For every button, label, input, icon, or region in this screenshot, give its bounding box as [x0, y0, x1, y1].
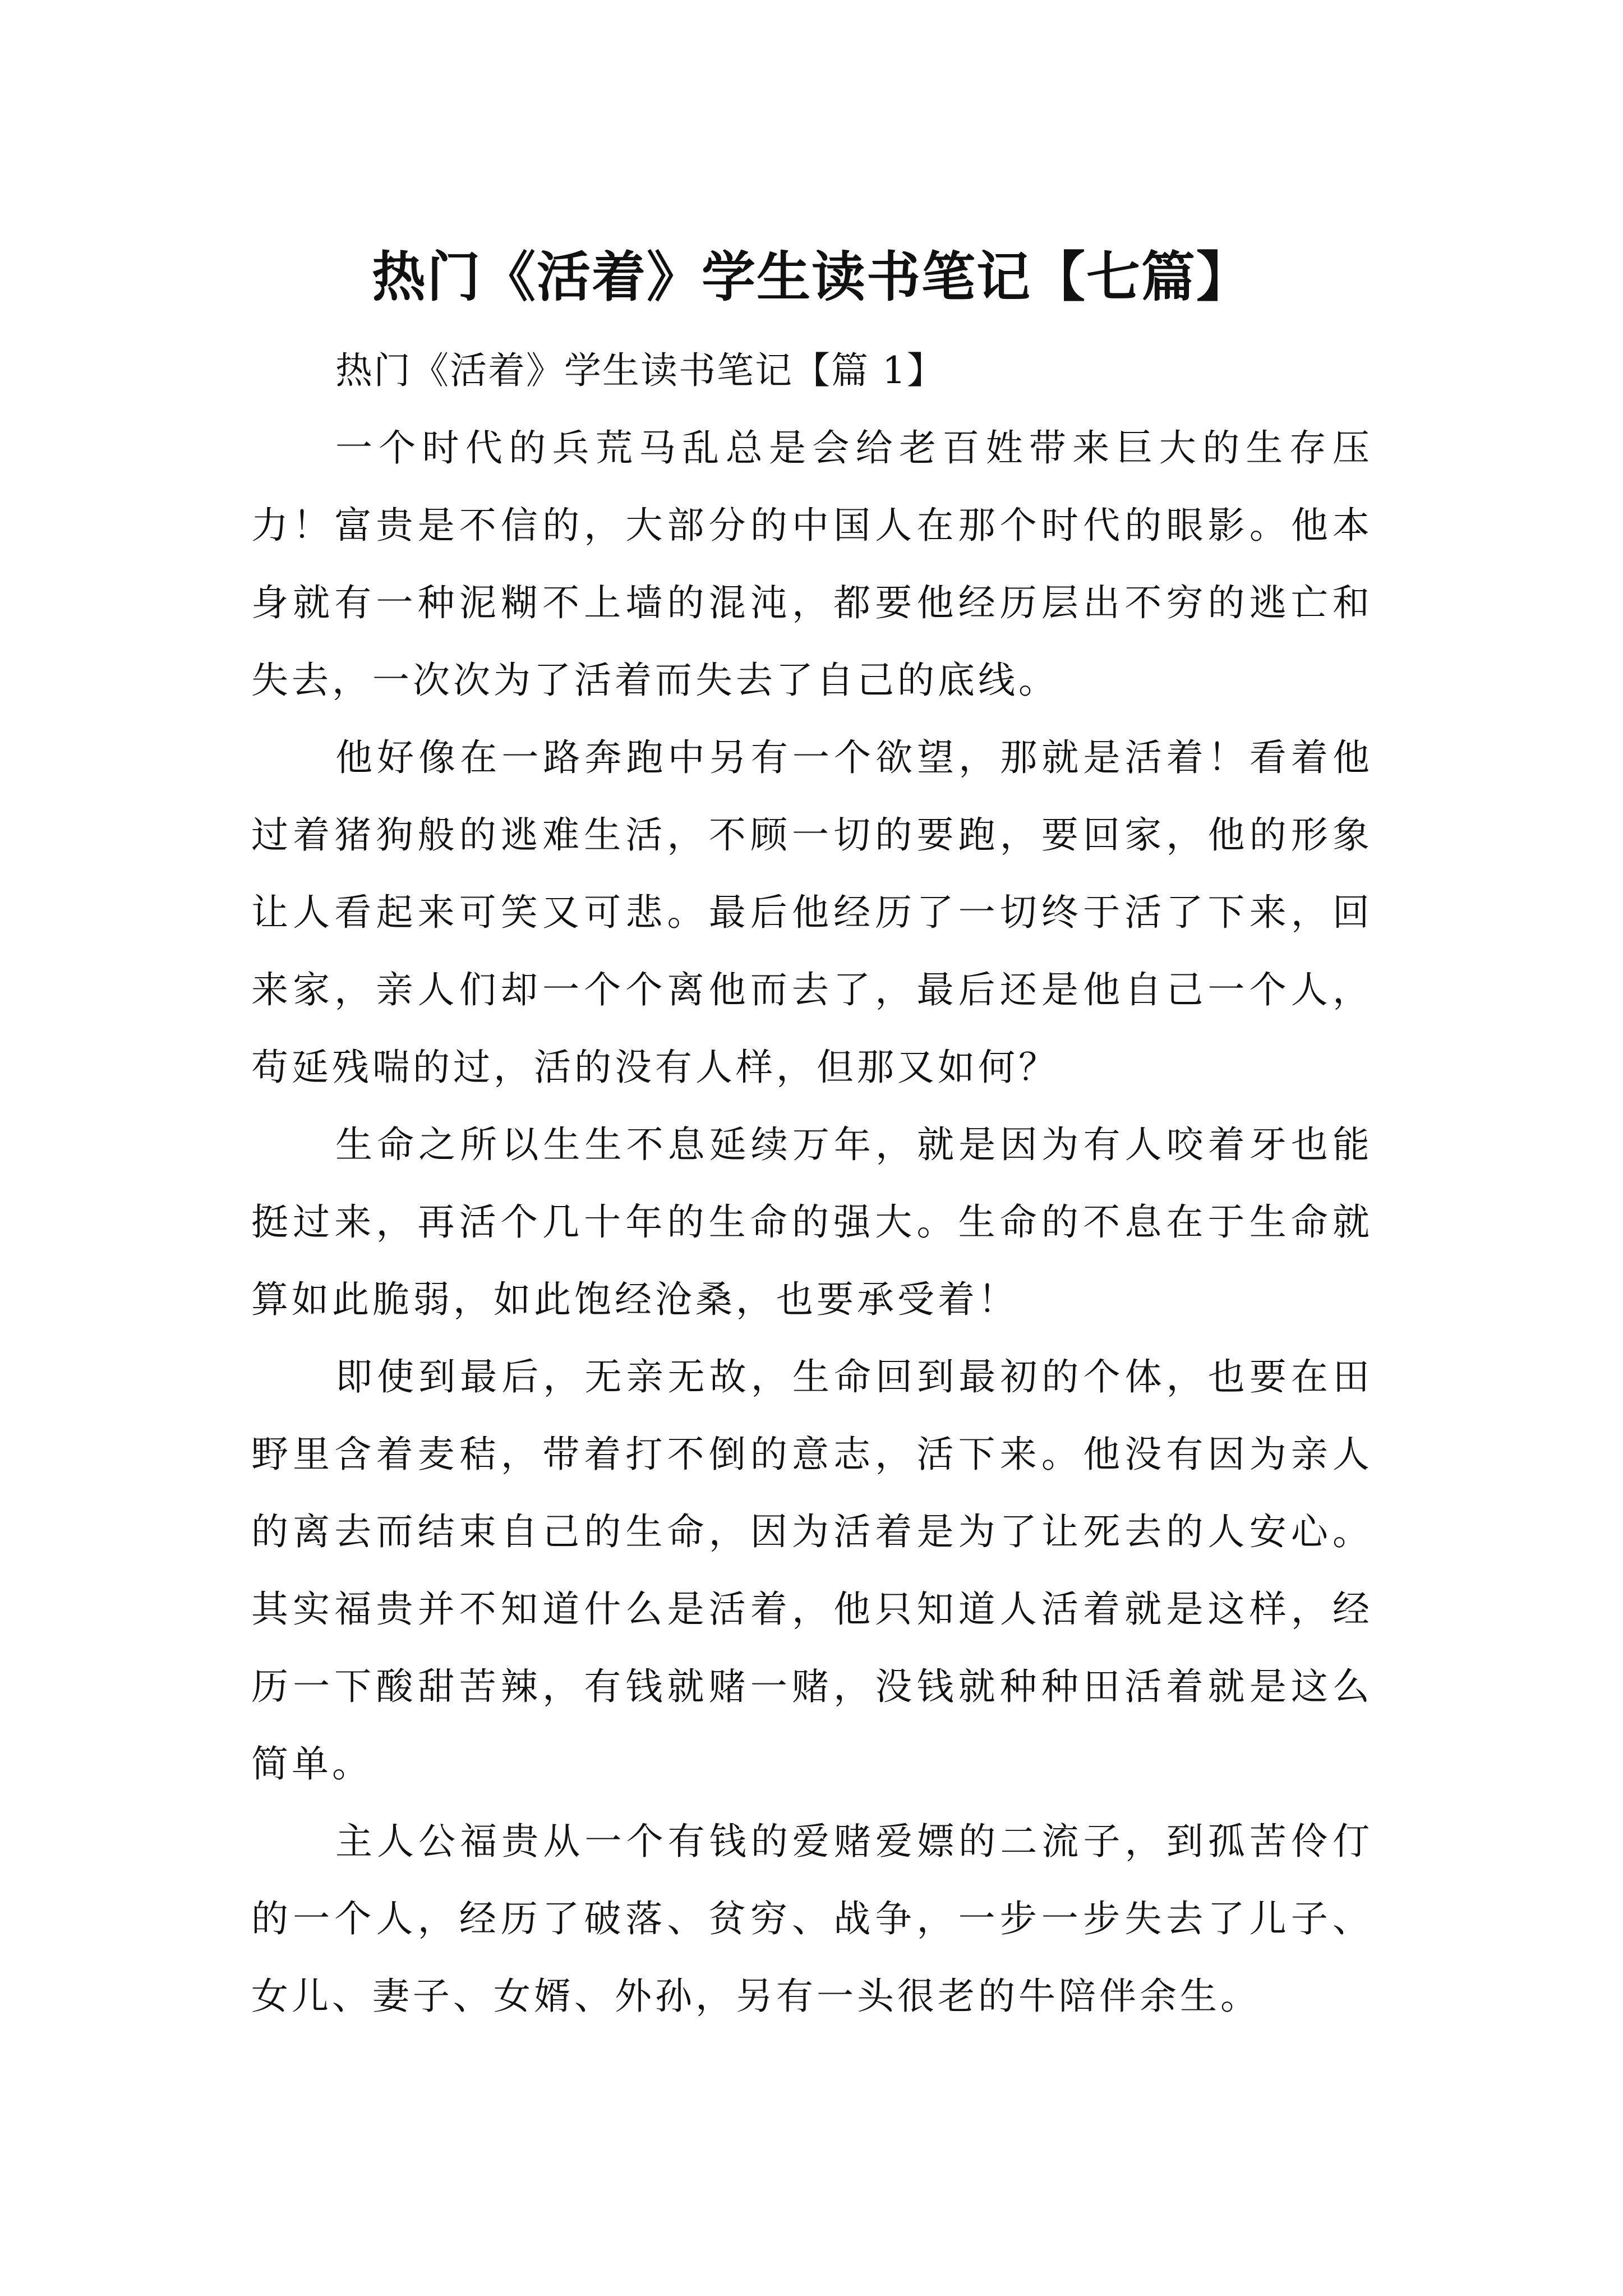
paragraph: 生命之所以生生不息延续万年，就是因为有人咬着牙也能挺过来，再活个几十年的生命的强大。生命的不息在于生命就算如此脆弱，如此饱经沧桑，也要承受着！ [251, 1123, 1373, 1321]
paragraph: 一个时代的兵荒马乱总是会给老百姓带来巨大的生存压力！富贵是不信的，大部分的中国人在那个时代的眼影。他本身就有一种泥糊不上墙的混沌，都要他经历层出不穷的逃亡和失去，一次次为了活着而失去了自己的底线。 [251, 426, 1373, 702]
document-body [251, 332, 1373, 2035]
paragraph: 他好像在一路奔跑中另有一个欲望，那就是活着！看着他过着猪狗般的逃难生活，不顾一切的要跑，要回家，他的形象让人看起来可笑又可悲。最后他经历了一切终于活了下来，回来家，亲人们却一个个离他而去了，最后还是他自己一个人，苟延残喘的过，活的没有人样，但那又如何？ [251, 736, 1373, 1089]
document-title: 热门《活着》学生读书笔记【七篇】 [372, 245, 1251, 309]
paragraph: 即使到最后，无亲无故，生命回到最初的个体，也要在田野里含着麦秸，带着打不倒的意志，活下来。他没有因为亲人的离去而结束自己的生命，因为活着是为了让死去的人安心。其实福贵并不知道什么是活着，他只知道人活着就是这样，经历一下酸甜苦辣，有钱就赌一赌，没钱就种种田活着就是这么简单。 [251, 1355, 1373, 1786]
paragraph: 主人公福贵从一个有钱的爱赌爱嫖的二流子，到孤苦伶仃的一个人，经历了破落、贫穷、战争，一步一步失去了儿子、女儿、妻子、女婿、外孙，另有一头很老的牛陪伴余生。 [251, 1820, 1373, 2018]
section-heading: 热门《活着》学生读书笔记【篇 1】 [335, 349, 945, 392]
